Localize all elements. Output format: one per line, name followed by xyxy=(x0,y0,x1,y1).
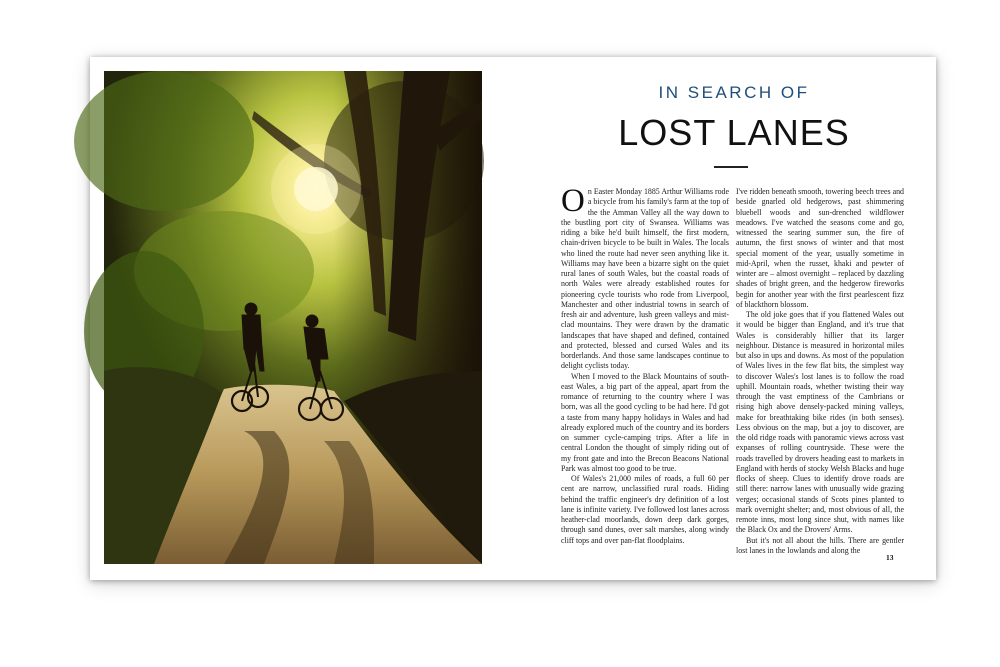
body-paragraph-3: Of Wales's 21,000 miles of roads, a full 60 per cent are narrow, unclassified rural roads. Hiding behind the traffic engineer's dry definition of a lost lane is infinite variety. I've followed lost lanes across heather-clad moorlands, down deep dark gorges, through sand dunes, over salt marshes, along windy cliff tops and over pan-flat floodplains. xyxy=(561,474,729,545)
headline-kicker: IN SEARCH OF xyxy=(658,83,810,102)
body-column-left xyxy=(561,183,729,547)
page-number: 13 xyxy=(886,553,894,562)
body-column-right xyxy=(736,187,904,555)
body-paragraph-5: The old joke goes that if you flattened Wales out it would be bigger than England, and it's true that Wales is considerably hillier that its larger neighbour. Distance is measured in horizontal miles but also in ups and downs. As most of the population of Wales lives in the few flat bits, the simplest way to discover Wales's lost lanes is to follow the road uphill. Mountain roads, whether twisting their way through the vast emptiness of the Cambrians or rising high above densely-packed mining valleys, make for breathtaking bike rides (in both senses). Less obvious on the map, but a joy to discover, are the old ridge roads with panoramic views across vast expanses of rolling countryside. These were the roads travelled by drovers heading east to markets in England with herds of stocky Welsh Blacks and huge flocks of sheep. Clues to identify drove roads are still there: narrow lanes with unusually wide grazing verges; occasional stands of Scots pines planted to mark overnight shelter; and, most obvious of all, the remote inns, most long since shut, with names like the Black Ox and the Drovers' Arms. xyxy=(736,310,904,535)
magazine-spread xyxy=(90,57,936,580)
page-title: LOST LANES xyxy=(618,112,850,153)
body-paragraph-6: But it's not all about the hills. There are gentler lost lanes in the lowlands and along the xyxy=(736,535,904,555)
drop-cap: O xyxy=(561,183,585,219)
photo-illustration xyxy=(104,71,482,564)
body-paragraph-4: I've ridden beneath smooth, towering beech trees and beside gnarled old hedgerows, past shimmering bluebell woods and sun-drenched wildflower meadows. I've watched the seasons come and go, witnessed the searing summer sun, the fire of autumn, the first snows of winter and that most special moment of the year, usually sometime in mid-April, when the russet, khaki and pewter of winter are – almost overnight – replaced by dazzling shades of bright green, and the hedgerow fireworks begin for another year with the first pearlescent fizz of blackthorn blossom. xyxy=(736,187,904,309)
body-paragraph-1: On Easter Monday 1885 Arthur Williams rode a bicycle from his family's farm at the top of the the Amman Valley all the way down to the bustling port city of Swansea. Williams was riding a bike he'd built himself, the first modern, chain-driven bicycle to be built in Wales. The locals who lined the route had never seen anything like it. Williams may have been a bizarre sight on the quiet rural lanes of south Wales, but the coastal roads of north Wales were already established routes for pioneering cycle tourists who rode from Liverpool, Manchester and other industrial towns in search of fresh air and adventure, lush green valleys and mist-clad mountains. They were drawn by the dramatic landscapes that have shaped and defined, contained and protected, blessed and cursed Wales and its borderlands. And those same landscapes continue to delight cyclists today. xyxy=(561,183,729,371)
body-paragraph-2: When I moved to the Black Mountains of south-east Wales, a big part of the appeal, apart from the romance of returning to the country where I was born, was all the good cycling to be had here. I'd got a taste from many happy holidays in Wales and had already explored much of the country and its borders on summer cycle-camping trips. After a life in central London the thought of simply riding out of my front gate and into the Brecon Beacons National Park was almost too good to be true. xyxy=(561,371,729,473)
title-divider xyxy=(714,166,748,168)
cyclists-forest-photo xyxy=(104,71,482,564)
